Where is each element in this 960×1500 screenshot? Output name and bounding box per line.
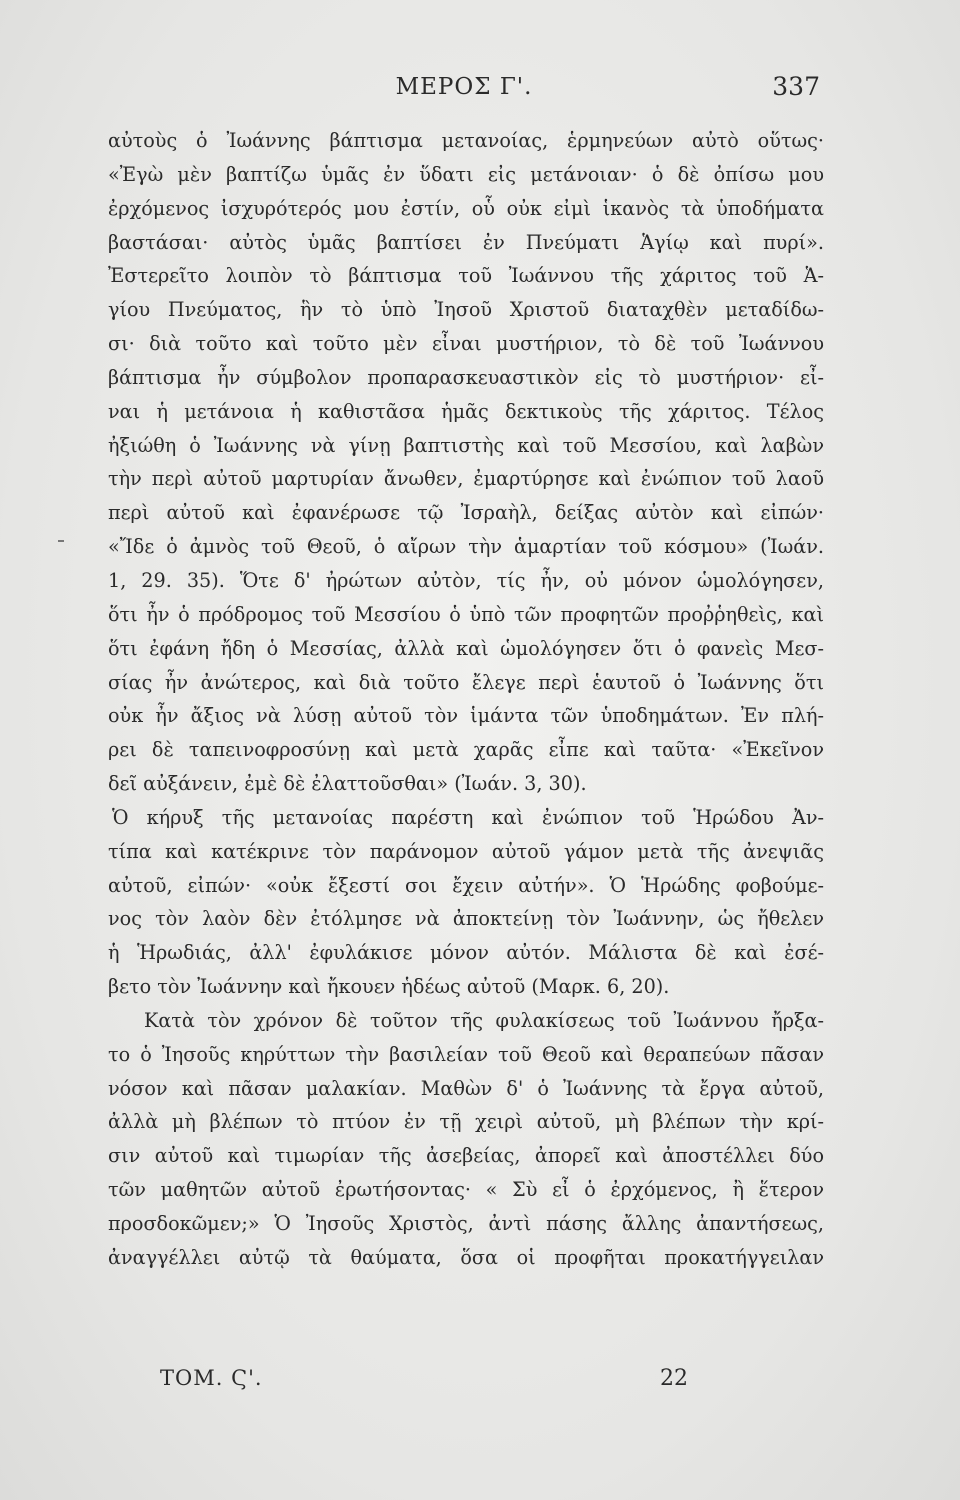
body-text: [108, 124, 824, 1275]
text-line: ἀλλὰ μὴ βλέπων τὸ πτύον ἐν τῇ χειρὶ αὐτοῦ, μὴ βλέπων τὴν κρί-: [108, 1110, 824, 1134]
text-line: σιν αὐτοῦ καὶ τιμωρίαν τῆς ἀσεβείας, ἀπορεῖ καὶ ἀποστέλλει δύο: [108, 1144, 824, 1168]
text-line: οὐκ ἦν ἄξιος νὰ λύσῃ αὐτοῦ τὸν ἱμάντα τῶν ὑποδημάτων. Ἐν πλή-: [108, 704, 824, 728]
text-line: προσδοκῶμεν;» Ὁ Ἰησοῦς Χριστὸς, ἀντὶ πάσης ἄλλης ἀπαντήσεως,: [108, 1212, 824, 1235]
text-line: νος τὸν λαὸν δὲν ἐτόλμησε νὰ ἀποκτείνῃ τὸν Ἰωάννην, ὡς ἤθελεν: [108, 907, 824, 931]
text-line: Ἐστερεῖτο λοιπὸν τὸ βάπτισμα τοῦ Ἰωάννου τῆς χάριτος τοῦ Ἁ-: [108, 264, 824, 288]
text-line: ἀναγγέλλει αὐτῷ τὰ θαύματα, ὅσα οἱ προφῆται προκατήγγειλαν: [108, 1245, 824, 1269]
text-line: «Ἴδε ὁ ἀμνὸς τοῦ Θεοῦ, ὁ αἴρων τὴν ἁμαρτίαν τοῦ κόσμου» (Ἰωάν.: [108, 535, 824, 559]
text-line: 1, 29. 35). Ὅτε δ' ἠρώτων αὐτὸν, τίς ἦν, οὐ μόνον ὡμολόγησεν,: [108, 568, 824, 592]
text-line: τίπα καὶ κατέκρινε τὸν παράνομον αὐτοῦ γάμον μετὰ τῆς ἀνεψιᾶς: [108, 839, 824, 863]
text-line: νόσον καὶ πᾶσαν μαλακίαν. Μαθὼν δ' ὁ Ἰωάννης τὰ ἔργα αὐτοῦ,: [108, 1076, 824, 1100]
text-line: σι· διὰ τοῦτο καὶ τοῦτο μὲν εἶναι μυστήριον, τὸ δὲ τοῦ Ἰωάννου: [108, 332, 824, 356]
text-line: αὐτοὺς ὁ Ἰωάννης βάπτισμα μετανοίας, ἑρμηνεύων αὐτὸ οὕτως·: [108, 129, 824, 152]
text-line: σίας ἦν ἀνώτερος, καὶ διὰ τοῦτο ἔλεγε περὶ ἑαυτοῦ ὁ Ἰωάννης ὅτι: [108, 670, 824, 694]
text-line: βάπτισμα ἦν σύμβολον προπαρασκευαστικὸν εἰς τὸ μυστήριον· εἶ-: [108, 365, 824, 389]
running-title: ΜΕΡΟΣ Γ'.: [395, 74, 533, 100]
text-line: ἐρχόμενος ἰσχυρότερός μου ἐστίν, οὗ οὐκ εἰμὶ ἱκανὸς τὰ ὑποδήματα: [108, 196, 824, 220]
text-line: τῶν μαθητῶν αὐτοῦ ἐρωτήσοντας· « Σὺ εἶ ὁ ἐρχόμενος, ἢ ἕτερον: [108, 1178, 824, 1202]
paragraph-start-line: Κατὰ τὸν χρόνον δὲ τοῦτον τῆς φυλακίσεως τοῦ Ἰωάννου ἤρξα-: [144, 1008, 824, 1032]
page-number: 337: [772, 72, 820, 101]
sheet-number: 22: [660, 1366, 688, 1391]
text-line: «Ἐγὼ μὲν βαπτίζω ὑμᾶς ἐν ὕδατι εἰς μετάνοιαν· ὁ δὲ ὀπίσω μου: [108, 162, 824, 186]
paragraph-end-line: δεῖ αὐξάνειν, ἐμὲ δὲ ἐλαττοῦσθαι» (Ἰωάν. 3, 30).: [108, 772, 587, 796]
text-line: γίου Πνεύματος, ἣν τὸ ὑπὸ Ἰησοῦ Χριστοῦ διαταχθὲν μεταδίδω-: [108, 298, 824, 322]
margin-mark: [58, 540, 64, 542]
text-line: ναι ἡ μετάνοια ἡ καθιστᾶσα ἡμᾶς δεκτικοὺς τῆς χάριτος. Τέλος: [108, 399, 824, 423]
text-line: ἡ Ἡρωδιάς, ἀλλ' ἐφυλάκισε μόνον αὐτόν. Μάλιστα δὲ καὶ ἐσέ-: [108, 941, 824, 965]
text-line: βαστάσαι· αὐτὸς ὑμᾶς βαπτίσει ἐν Πνεύματι Ἁγίῳ καὶ πυρί».: [108, 230, 824, 254]
text-line: ρει δὲ ταπεινοφροσύνῃ καὶ μετὰ χαρᾶς εἶπε καὶ ταῦτα· «Ἐκεῖνον: [108, 738, 824, 762]
running-head: [108, 68, 820, 108]
text-line: ὅτι ἐφάνη ἤδη ὁ Μεσσίας, ἀλλὰ καὶ ὡμολόγησεν ὅτι ὁ φανεὶς Μεσ-: [108, 636, 824, 660]
paragraph-start-line: Ὁ κήρυξ τῆς μετανοίας παρέστη καὶ ἐνώπιον τοῦ Ἡρώδου Ἀν-: [112, 805, 824, 829]
volume-signature: ΤΟΜ. Ϛ'.: [160, 1366, 263, 1390]
text-line: περὶ αὐτοῦ καὶ ἐφανέρωσε τῷ Ἰσραὴλ, δείξας αὐτὸν καὶ εἰπών·: [108, 501, 824, 525]
paragraph-end-line: βετο τὸν Ἰωάννην καὶ ἤκουεν ἡδέως αὐτοῦ (Μαρκ. 6, 20).: [108, 975, 670, 999]
text-line: ὅτι ἦν ὁ πρόδρομος τοῦ Μεσσίου ὁ ὑπὸ τῶν προφητῶν προῤῥηθεὶς, καὶ: [108, 602, 824, 626]
page-footer: [160, 1366, 720, 1402]
text-line: ἠξιώθη ὁ Ἰωάννης νὰ γίνῃ βαπτιστὴς καὶ τοῦ Μεσσίου, καὶ λαβὼν: [108, 433, 824, 457]
text-line: το ὁ Ἰησοῦς κηρύττων τὴν βασιλείαν τοῦ Θεοῦ καὶ θεραπεύων πᾶσαν: [108, 1042, 824, 1066]
text-line: αὐτοῦ, εἰπών· «οὐκ ἔξεστί σοι ἔχειν αὐτήν». Ὁ Ἡρώδης φοβούμε-: [108, 873, 824, 897]
text-line: τὴν περὶ αὐτοῦ μαρτυρίαν ἄνωθεν, ἐμαρτύρησε καὶ ἐνώπιον τοῦ λαοῦ: [108, 467, 824, 491]
